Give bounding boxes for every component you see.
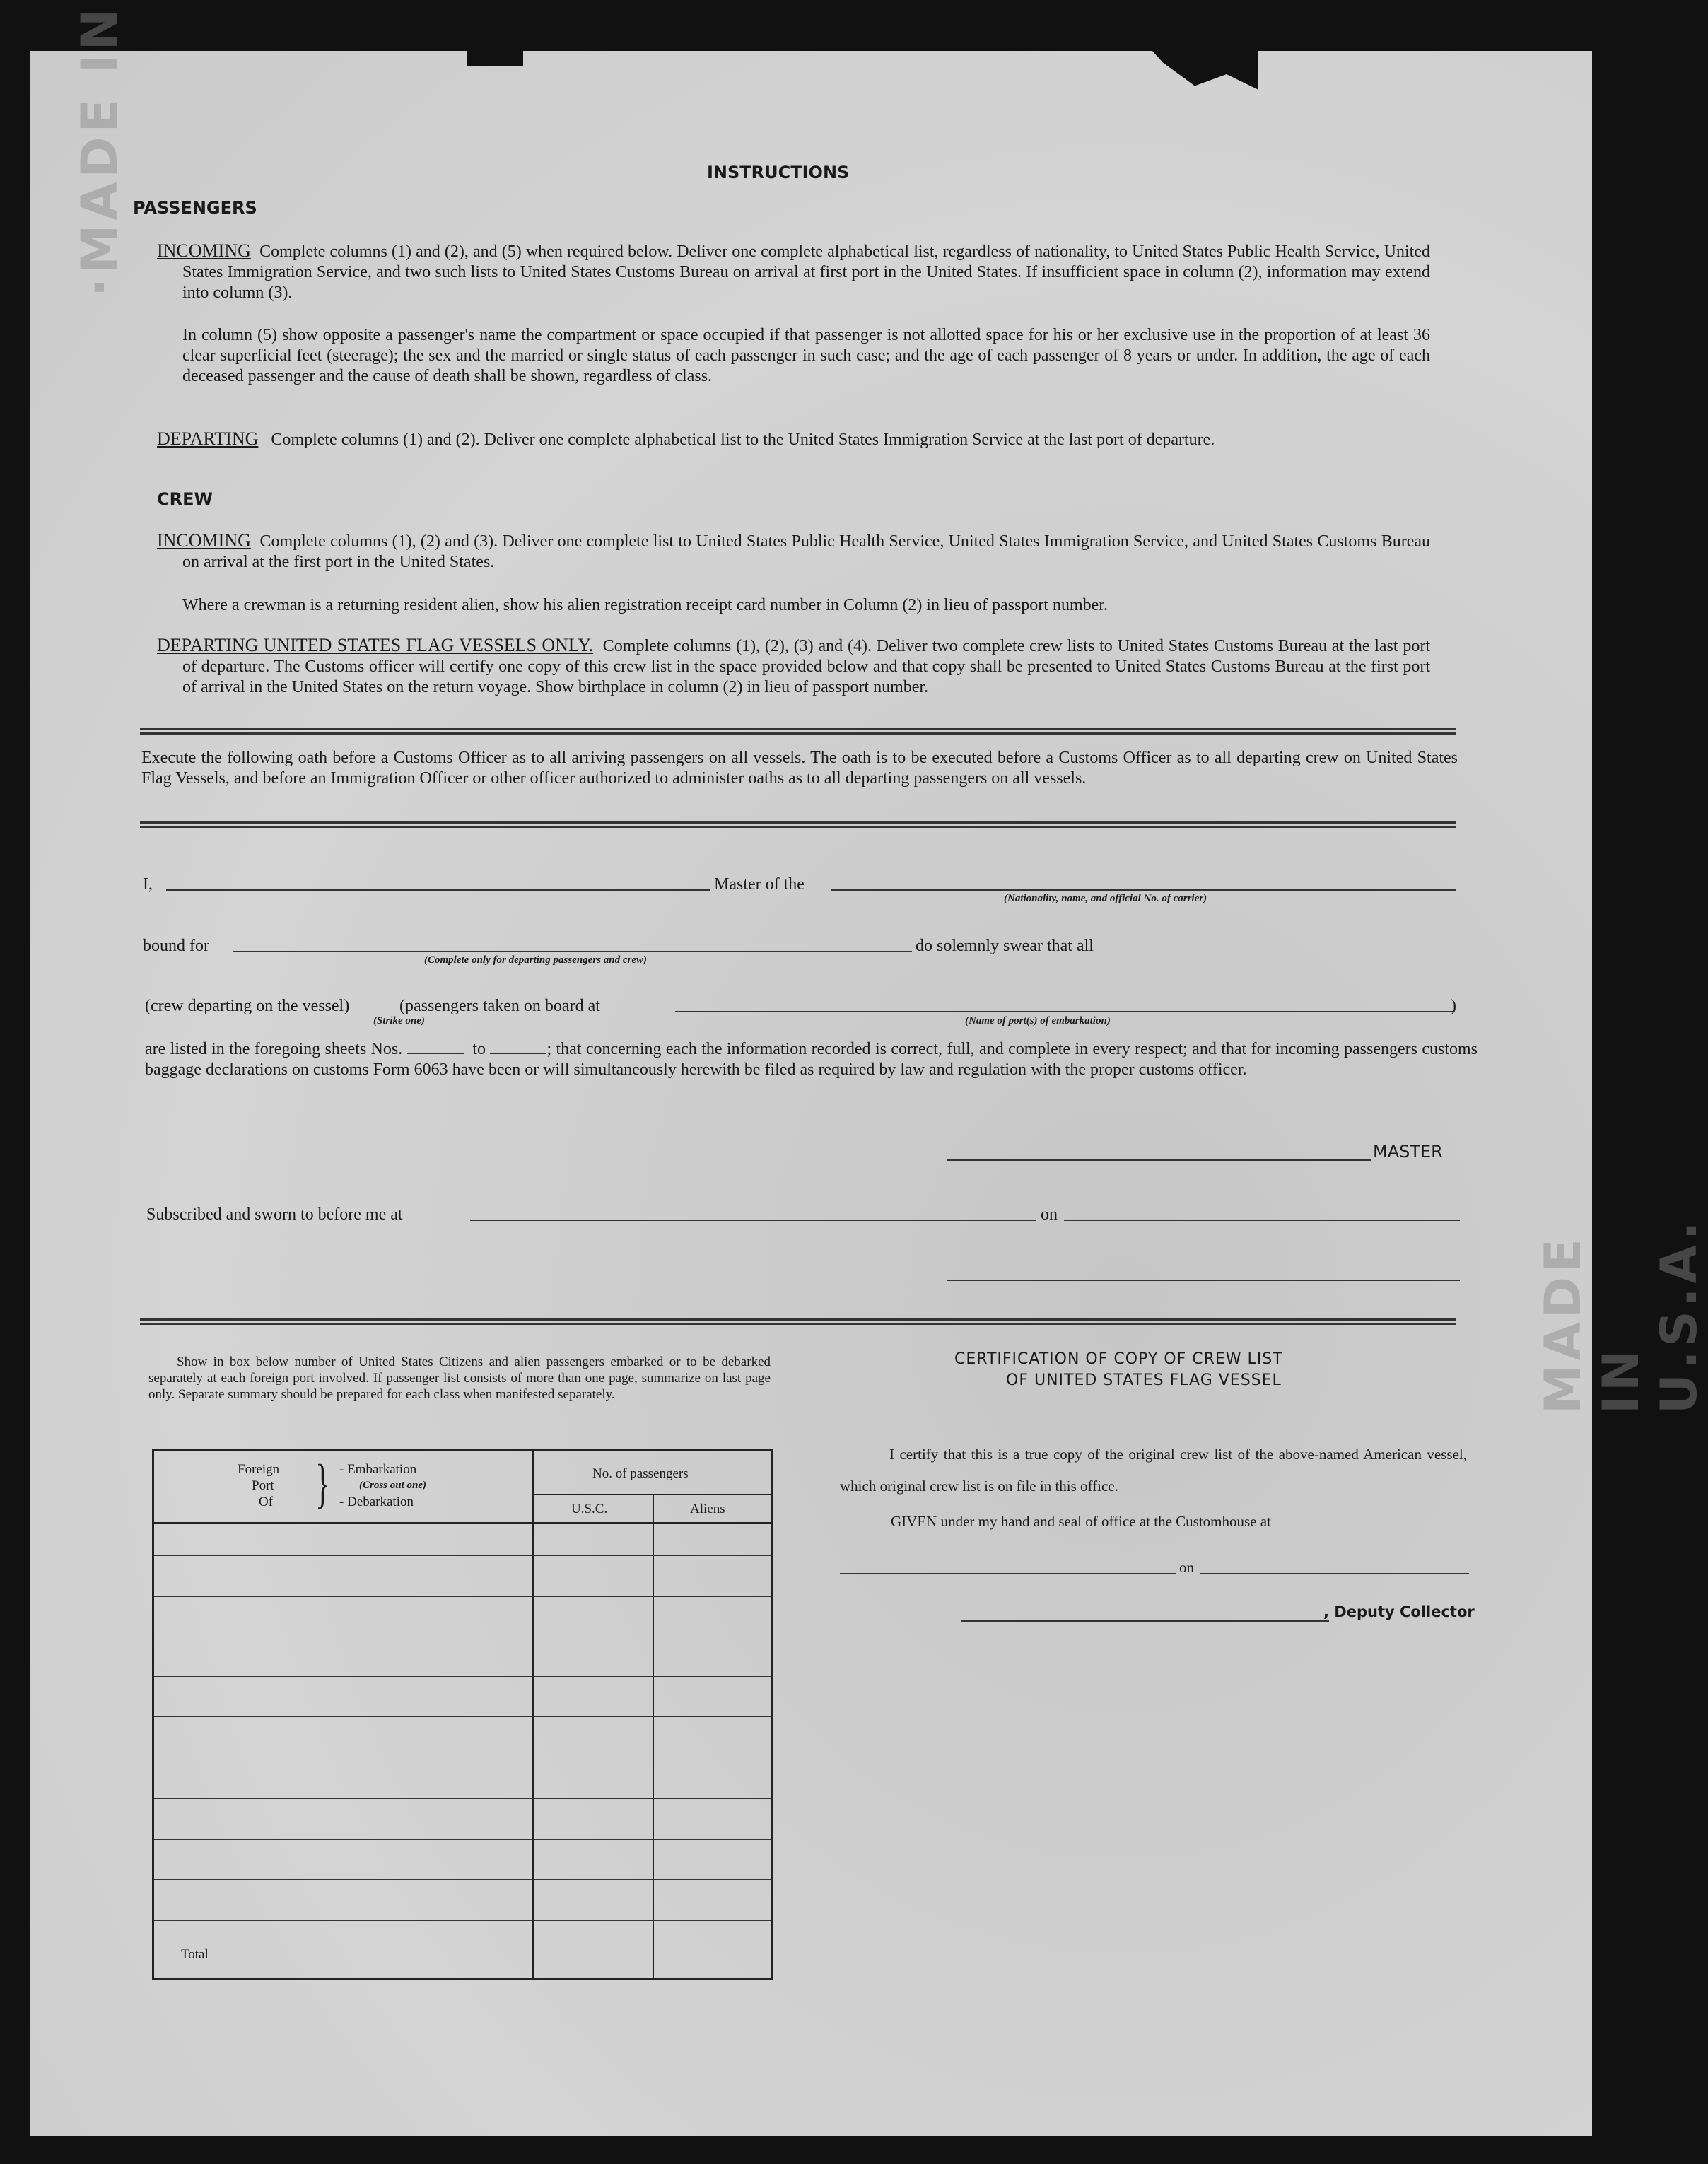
certification-title-1: CERTIFICATION OF COPY OF CREW LIST (954, 1350, 1283, 1368)
bleed-through-mark: MADE IN U.S.A. (1534, 1217, 1708, 1414)
to-label: to (472, 1040, 486, 1058)
crew-departing-option[interactable]: (crew departing on the vessel) (145, 997, 350, 1015)
departing-label: DEPARTING (157, 428, 259, 449)
table-row[interactable] (154, 1676, 771, 1677)
close-paren: ) (1451, 997, 1456, 1015)
oath-intro: Execute the following oath before a Customs Officer as to all arriving passengers on all vessels. The oath is to be executed before a Customs Officer as to all departing crew on United States Flag Vessels, and before an Immigration Officer or other officer authorized to administer oaths as to all departing passengers on all vessels. (141, 749, 1458, 788)
no-passengers-header: No. of passengers (592, 1466, 689, 1481)
incoming-text: Complete columns (1) and (2), and (5) when required below. Deliver one complete alphabetical list, regardless of nationality, to United States Public Health Service, United States Immigration Service, and two such lists to United States Customs Bureau on arrival at first port in the United States. If insufficient space in column (2), information may extend into column (3). (182, 242, 1430, 302)
port-label: Port (252, 1478, 274, 1493)
bound-for-label: bound for (143, 937, 209, 955)
certification-title-2: OF UNITED STATES FLAG VESSEL (1006, 1371, 1282, 1389)
sworn-on-label: on (1041, 1205, 1058, 1224)
deputy-collector-label: , Deputy Collector (1323, 1603, 1475, 1620)
master-of-label: Master of the (714, 875, 805, 894)
debarkation-label: - Debarkation (339, 1495, 414, 1509)
officer-signature-line[interactable] (947, 1280, 1460, 1281)
sheet-from-field[interactable] (407, 1053, 464, 1054)
complete-only-caption: (Complete only for departing passengers and crew) (424, 954, 647, 966)
passengers-taken-option[interactable]: (passengers taken on board at (399, 997, 600, 1015)
certify-paragraph: I certify that this is a true copy of the original crew list of the above-named American vessel, which original crew list is on file in this office. (840, 1446, 1467, 1495)
table-header-rule (154, 1522, 771, 1524)
listed-text-a: are listed in the foregoing sheets Nos. (145, 1040, 403, 1058)
crew-departing-paragraph (157, 635, 1431, 698)
oath-i-label: I, (143, 875, 153, 894)
cert-date-field[interactable] (1200, 1573, 1469, 1574)
divider (140, 1318, 1456, 1325)
listed-paragraph (145, 1039, 1478, 1080)
table-column-divider (653, 1495, 654, 1978)
bleed-through-mark: ·MADE IN (71, 4, 129, 297)
port-embarkation-caption: (Name of port(s) of embarkation) (965, 1015, 1111, 1027)
crew-departing-text: Complete columns (1), (2), (3) and (4). Deliver two complete crew lists to United States Customs Bureau at the last port of departure. The Customs officer will certify one copy of this crew list in the space provided below and that copy shall be presented to United States Customs Bureau at the first port of arrival in the United States on the return voyage. Show birthplace in column (2) in lieu of passport number. (182, 637, 1431, 696)
table-row[interactable] (154, 1716, 771, 1717)
sworn-place-field[interactable] (470, 1220, 1036, 1221)
master-name-field[interactable] (166, 889, 710, 891)
divider (140, 728, 1456, 735)
resident-alien-paragraph: Where a crewman is a returning resident alien, show his alien registration receipt card number in Column (2) in lieu of passport number. (182, 596, 1108, 614)
passengers-departing-paragraph (157, 428, 1430, 450)
table-row[interactable] (154, 1555, 771, 1556)
total-label: Total (181, 1947, 209, 1962)
crew-incoming-text: Complete columns (1), (2) and (3). Deliver one complete list to United States Public Health Service, United States Immigration Service, and United States Customs Bureau on arrival at the first port in the United States. (182, 532, 1431, 571)
table-row[interactable] (154, 1798, 771, 1799)
cross-out-caption: (Cross out one) (359, 1480, 427, 1491)
page-title: INSTRUCTIONS (707, 163, 850, 182)
sworn-date-field[interactable] (1064, 1220, 1460, 1221)
column5-paragraph: In column (5) show opposite a passenger's name the compartment or space occupied if that passenger is not allotted space for his or her exclusive use in the proportion of at least 36 clear superficial feet (steerage); the sex and the married or single status of each passenger in such case; and the age of each passenger of 8 years or under. In addition, the age of each deceased passenger and the cause of death shall be shown, regardless of class. (182, 326, 1430, 385)
crew-heading: CREW (157, 489, 213, 509)
passenger-summary-table (152, 1449, 773, 1980)
subscribed-label: Subscribed and sworn to before me at (146, 1205, 403, 1224)
swear-label: do solemnly swear that all (916, 937, 1094, 955)
crew-incoming-label: INCOMING (157, 530, 251, 551)
foreign-label: Foreign (238, 1462, 280, 1477)
strike-one-caption: (Strike one) (373, 1015, 425, 1027)
passengers-incoming-paragraph (157, 240, 1430, 303)
table-row[interactable] (154, 1920, 771, 1921)
departing-text: Complete columns (1) and (2). Deliver one complete alphabetical list to the United States Immigration Service at the last port of departure. (271, 431, 1215, 449)
given-label: GIVEN under my hand and seal of office at the Customhouse at (891, 1513, 1271, 1530)
torn-edge (467, 51, 523, 66)
summary-instructions: Show in box below number of United States Citizens and alien passengers embarked or to be debarked separately at each foreign port involved. If passenger list consists of more than one page, summarize on last page only. Separate summary should be prepared for each class when manifested separately. (148, 1355, 771, 1402)
crew-departing-label: DEPARTING UNITED STATES FLAG VESSELS ONLY. (157, 635, 594, 655)
nationality-caption: (Nationality, name, and official No. of carrier) (1004, 893, 1207, 904)
cert-on-label: on (1179, 1559, 1194, 1576)
table-header-rule (532, 1494, 771, 1495)
crew-incoming-paragraph (157, 530, 1431, 573)
of-label: Of (259, 1495, 274, 1509)
brace-icon: } (315, 1454, 330, 1514)
usc-header: U.S.C. (571, 1502, 608, 1516)
table-row[interactable] (154, 1879, 771, 1880)
table-row[interactable] (154, 1596, 771, 1597)
deputy-signature-field[interactable] (961, 1620, 1329, 1622)
listed-text-b: ; that concerning each the information recorded is correct, full, and complete in every respect; and that for incoming passengers customs baggage declarations on customs Form 6063 have been or will simultaneously herewith be filed as required by law and regulation with the proper customs officer. (145, 1040, 1478, 1079)
table-row[interactable] (154, 1839, 771, 1840)
divider (140, 821, 1456, 828)
customhouse-field[interactable] (840, 1573, 1176, 1574)
table-column-divider (532, 1451, 534, 1978)
carrier-field[interactable] (831, 889, 1456, 891)
aliens-header: Aliens (690, 1502, 725, 1516)
master-signature-field[interactable] (947, 1159, 1371, 1161)
sheet-to-field[interactable] (490, 1053, 546, 1054)
master-label: MASTER (1373, 1142, 1443, 1162)
embarkation-label: - Embarkation (339, 1462, 417, 1477)
bound-for-field[interactable] (233, 951, 912, 952)
embarkation-port-field[interactable] (675, 1011, 1453, 1012)
incoming-label: INCOMING (157, 240, 251, 261)
passengers-heading: PASSENGERS (133, 198, 257, 218)
